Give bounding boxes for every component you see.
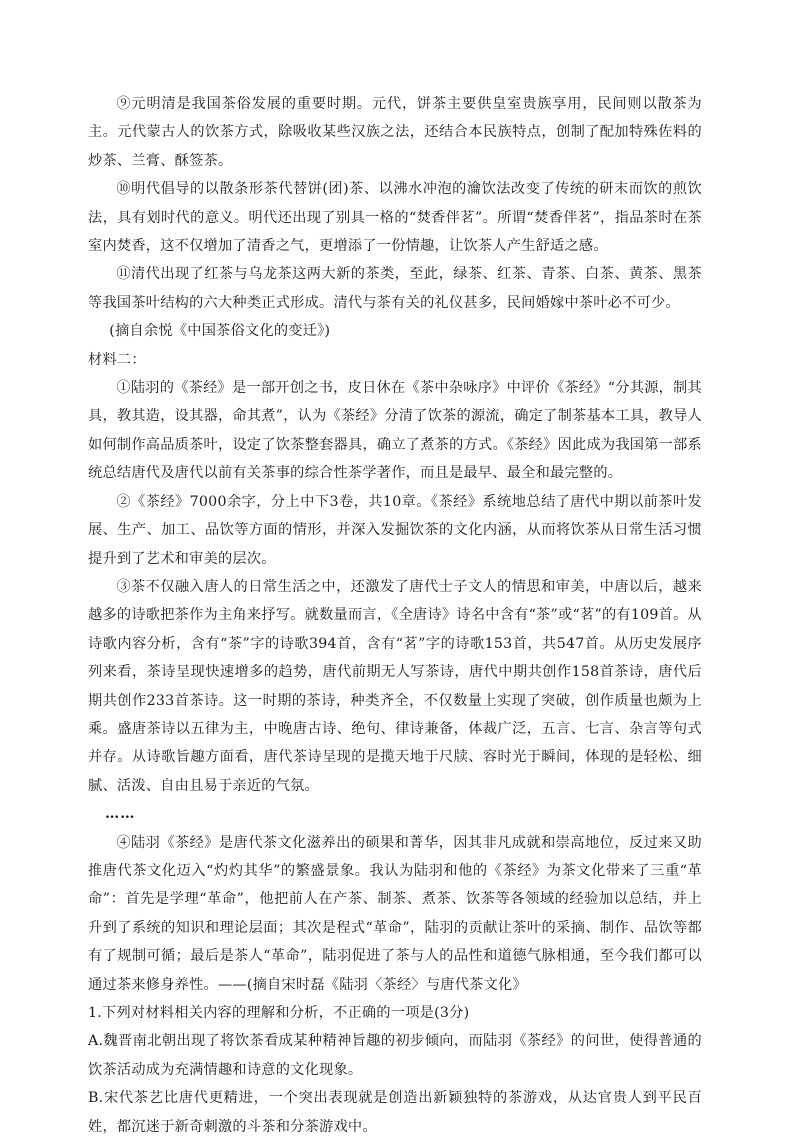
option-a: A.魏晋南北朝出现了将饮茶看成某种精神旨趣的初步倾向，而陆羽《茶经》的问世，使得普通的饮茶活动成为充满情趣和诗意的文化现象。	[88, 1033, 702, 1078]
material2-paragraph-2: ②《茶经》7000余字，分上中下3卷，共10章。《茶经》系统地总结了唐代中期以前茶叶发展、生产、加工、品饮等方面的情形，并深入发掘饮茶的文化内涵，从而将饮茶从日常生活习惯提升到了艺术和审美的层次。	[88, 493, 702, 567]
material2-paragraph-3: ③茶不仅融入唐人的日常生活之中，还激发了唐代士子文人的情思和审美，中唐以后，越来越多的诗歌把茶作为主角来抒写。就数量而言，《全唐诗》诗名中含有“茶”或“茗”的有109首。从诗歌内容分析，含有“茶”字的诗歌394首，含有“茗”字的诗歌153首，共547首。从历史发展序列来看，茶诗呈现快速增多的趋势，唐代前期无人写茶诗，唐代中期共创作158首茶诗，唐代后期共创作233首茶诗。这一时期的茶诗，种类齐全，不仅数量上实现了突破，创作质量也颇为上乘。盛唐茶诗以五律为主，中晚唐古诗、绝句、律诗兼备，体裁广泛，五言、七言、杂言等句式并存。从诗歌旨趣方面看，唐代茶诗呈现的是揽天地于尺牍、容时光于瞬间，体现的是轻松、细腻、活泼、自由且易于亲近的气氛。	[88, 578, 702, 794]
question-1-title: 1.下列对材料相关内容的理解和分析，不正确的一项是(3分)	[88, 1005, 470, 1021]
source-citation-1: (摘自余悦《中国茶俗文化的变迁》)	[109, 323, 331, 340]
material2-paragraph-4: ④陆羽《茶经》是唐代茶文化滋养出的硕果和菁华，因其非凡成就和崇高地位，反过来又助推唐代茶文化迈入“灼灼其华”的繁盛景象。我认为陆羽和他的《茶经》为茶文化带来了三重“革命”：首先是学理“革命”，他把前人在产茶、制茶、煮茶、饮茶等各领域的经验加以总结，并上升到了系统的知识和理论层面；其次是程式“革命”，陆羽的贡献让茶叶的采摘、制作、品饮等都有了规制可循；最后是茶人“革命”，陆羽促进了茶与人的品性和道德气脉相通，至今我们都可以通过茶来修身养性。——(摘自宋时磊《陆羽〈茶经〉与唐代茶文化》	[88, 834, 702, 993]
ellipsis: ……	[105, 806, 136, 823]
paragraph-11: ⑪清代出现了红茶与乌龙茶这两大新的茶类，至此，绿茶、红茶、青茶、白茶、黄茶、黑茶等我国茶叶结构的六大种类正式形成。清代与茶有关的礼仪甚多，民间婚嫁中茶叶必不可少。	[88, 266, 702, 311]
material-2-heading: 材料二：	[88, 351, 146, 368]
material2-paragraph-1: ①陆羽的《茶经》是一部开创之书，皮日休在《茶中杂咏序》中评价《茶经》“分其源，制其具，教其造，设其器，命其煮”，认为《茶经》分清了饮茶的源流，确定了制茶基本工具，教导人如何制作高品质茶叶，设定了饮茶整套器具，确立了煮茶的方式。《茶经》因此成为我国第一部系统总结唐代及唐代以前有关茶事的综合性茶学著作，而且是最早、最全和最完整的。	[88, 380, 702, 482]
paragraph-10: ⑩明代倡导的以散条形茶代替饼(团)茶、以沸水冲泡的瀹饮法改变了传统的研末而饮的煎饮法，具有划时代的意义。明代还出现了别具一格的“焚香伴茗”。所谓“焚香伴茗”，指品茶时在茶室内焚香，这不仅增加了清香之气，更增添了一份情趣，让饮茶人产生舒适之感。	[88, 181, 702, 255]
paragraph-9: ⑨元明清是我国茶俗发展的重要时期。元代，饼茶主要供皇室贵族享用，民间则以散茶为主。元代蒙古人的饮茶方式，除吸收某些汉族之法，还结合本民族特点，创制了配加特殊佐料的炒茶、兰膏、酥签茶。	[88, 96, 702, 169]
document-page	[88, 90, 702, 1141]
option-b: B.宋代茶艺比唐代更精进，一个突出表现就是创造出新颖独特的茶游戏，从达官贵人到平民百姓，都沉迷于新奇刺激的斗茶和分茶游戏中。	[88, 1090, 702, 1135]
